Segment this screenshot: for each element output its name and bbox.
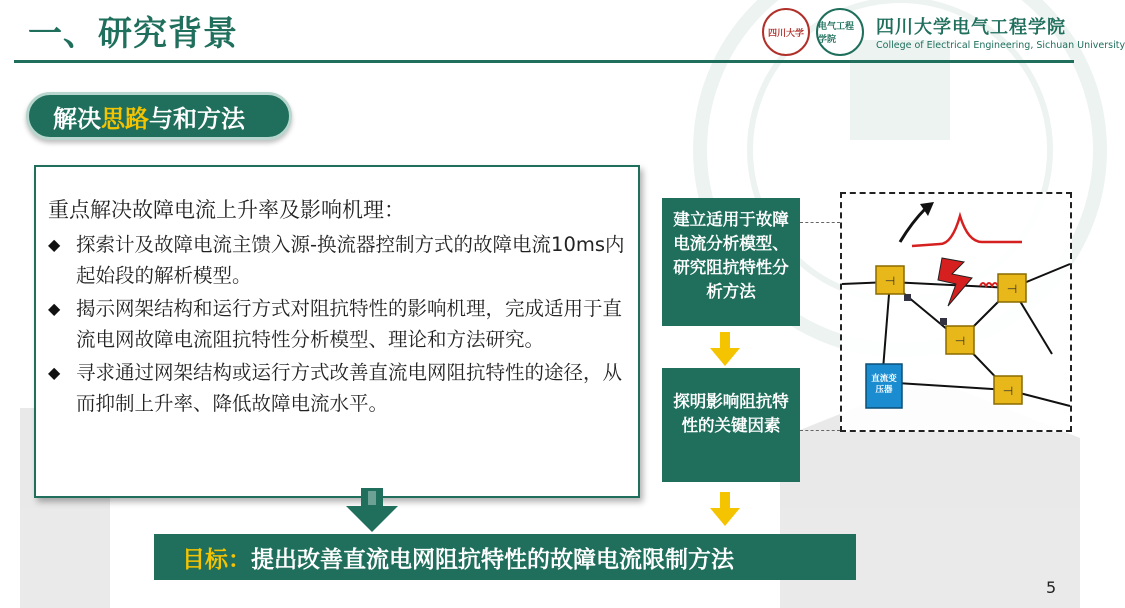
goal-label: 目标： (182, 546, 251, 573)
breaker-icon (904, 294, 911, 301)
fault-current-waveform-icon (912, 216, 1022, 246)
converter-box-icon (994, 376, 1022, 404)
bullet-text: 揭示网架结构和运行方式对阻抗特性的影响机理，完成适用于直流电网故障电流阻抗特性分析模型、理论和方法研究。 (76, 297, 623, 351)
down-arrow-icon (346, 488, 398, 532)
rise-arrow-icon (900, 208, 926, 242)
page-title: 一、研究背景 (28, 14, 238, 54)
svg-text:⊣: ⊣ (1006, 282, 1018, 296)
svg-text:⊣: ⊣ (884, 274, 896, 288)
section-heading-highlight: 思路 (101, 104, 149, 133)
university-name-en: College of Electrical Engineering, Sichuan University (876, 40, 1125, 51)
yellow-down-arrow-icon (710, 492, 740, 526)
diamond-bullet-icon: ◆ (48, 299, 61, 318)
inductor-icon (980, 283, 998, 286)
header-divider (14, 60, 1074, 63)
college-seal-icon: 电气工程学院 (816, 8, 864, 56)
bullet-text: 探索计及故障电流主馈入源-换流器控制方式的故障电流10ms内起始段的解析模型。 (76, 233, 625, 287)
bullet-item (48, 357, 628, 419)
dashed-connector (800, 430, 840, 431)
converter-box-icon (998, 274, 1026, 302)
svg-text:⊣: ⊣ (954, 334, 966, 348)
diamond-bullet-icon: ◆ (48, 363, 61, 382)
content-text-box (34, 165, 640, 498)
yellow-down-arrow-icon (710, 332, 740, 366)
dashed-connector (800, 222, 840, 223)
step-box-model: 建立适用于故障电流分析模型、研究阻抗特性分析方法 (662, 198, 800, 326)
dc-transformer-label: 直流变压器 (871, 374, 897, 395)
goal-banner (154, 534, 856, 580)
university-logo-group (762, 8, 1125, 56)
converter-box-icon (876, 266, 904, 294)
bullet-text: 寻求通过网架结构或运行方式改善直流电网阻抗特性的途径，从而抑制上升率、降低故障电流水平。 (76, 361, 623, 415)
lightning-fault-icon (938, 258, 972, 306)
section-heading-pill (26, 92, 292, 140)
bullet-item (48, 293, 628, 355)
content-intro: 重点解决故障电流上升率及影响机理： (48, 198, 405, 222)
goal-text: 提出改善直流电网阻抗特性的故障电流限制方法 (251, 546, 734, 573)
bullet-item (48, 229, 628, 291)
step-box-key-factors: 探明影响阻抗特性的关键因素 (662, 368, 800, 482)
diamond-bullet-icon: ◆ (48, 235, 61, 254)
converter-box-icon (946, 326, 974, 354)
dc-grid-network-diagram (840, 192, 1072, 432)
university-name-cn: 四川大学电气工程学院 (876, 17, 1066, 38)
university-name (876, 13, 1125, 51)
section-heading-part3: 与和方法 (149, 104, 245, 133)
sichuan-university-seal-icon: 四川大学 (762, 8, 810, 56)
section-heading-part1: 解决 (53, 104, 101, 133)
breaker-icon (940, 318, 947, 325)
svg-text:⊣: ⊣ (1002, 384, 1014, 398)
page-number: 5 (1046, 578, 1057, 597)
